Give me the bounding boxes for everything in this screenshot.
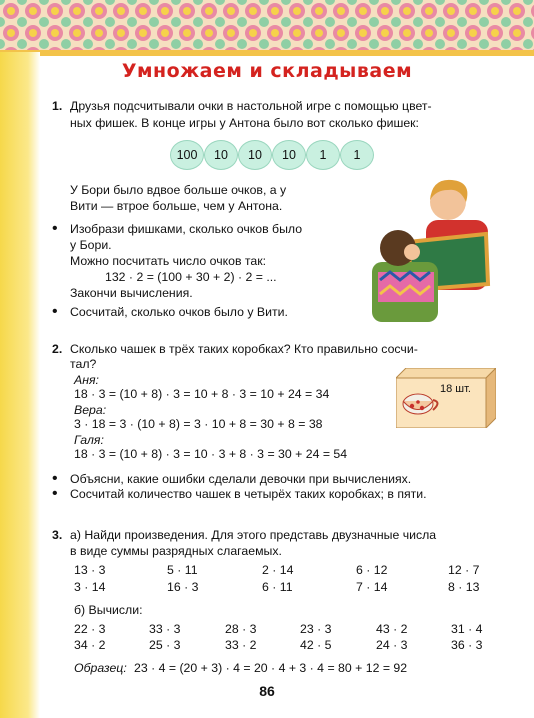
student-name: Вера:: [74, 403, 107, 417]
expr: 23 · 3: [300, 622, 332, 636]
task-text: у Бори.: [70, 238, 112, 252]
box-label: 18 шт.: [440, 383, 471, 395]
task-text: тал?: [70, 357, 97, 371]
equation: 3 · 18 = 3 · (10 + 8) = 3 · 10 + 8 = 30 + 8 = 38: [74, 417, 323, 431]
expr: 8 · 13: [448, 580, 480, 594]
expr: 6 · 12: [356, 563, 388, 577]
expr: 13 · 3: [74, 563, 106, 577]
example-equation: 23 · 4 = (20 + 3) · 4 = 20 · 4 + 3 · 4 = 80 + 12 = 92: [134, 661, 408, 675]
task-text: Друзья подсчитывали очки в настольной игре с помощью цвет-: [70, 99, 432, 113]
chip: 1: [340, 140, 374, 170]
expr: 7 · 14: [356, 580, 388, 594]
chip: 10: [238, 140, 272, 170]
equation: 132 · 2 = (100 + 30 + 2) · 2 = ...: [105, 270, 277, 284]
expr: 5 · 11: [167, 563, 198, 577]
page-title: Умножаем и складываем: [121, 60, 413, 82]
expr: 31 · 4: [451, 622, 483, 636]
expr: 22 · 3: [74, 622, 106, 636]
student-name: Галя:: [74, 433, 104, 447]
task-text: Сосчитай количество чашек в четырёх таких коробках; в пяти.: [70, 487, 427, 501]
task-text: Изобрази фишками, сколько очков было: [70, 222, 303, 236]
chip: 1: [306, 140, 340, 170]
equation: 18 · 3 = (10 + 8) · 3 = 10 + 8 · 3 = 10 + 24 = 34: [74, 387, 330, 401]
page-number: 86: [259, 683, 275, 699]
boys-illustration: [368, 172, 494, 322]
expr: 43 · 2: [376, 622, 408, 636]
expr: 2 · 14: [262, 563, 294, 577]
expr: 42 · 5: [300, 638, 332, 652]
yellow-side-band: [0, 52, 40, 718]
cup-box-illustration: [396, 368, 496, 428]
task-number: 2.: [52, 342, 63, 356]
example-label: Образец:: [74, 661, 127, 675]
expr: 16 · 3: [167, 580, 199, 594]
task-text: Сколько чашек в трёх таких коробках? Кто правильно сосчи-: [70, 342, 418, 356]
expr: 36 · 3: [451, 638, 483, 652]
task-text: Можно посчитать число очков так:: [70, 254, 267, 268]
task-number: 1.: [52, 99, 63, 113]
task-number: 3.: [52, 528, 63, 542]
bullet-icon: •: [52, 303, 58, 320]
chip: 100: [170, 140, 204, 170]
expr: 25 · 3: [149, 638, 181, 652]
equation: 18 · 3 = (10 + 8) · 3 = 10 · 3 + 8 · 3 = 30 + 24 = 54: [74, 447, 348, 461]
expr: 33 · 2: [225, 638, 257, 652]
expr: 24 · 3: [376, 638, 408, 652]
task-text: Вити — втрое больше, чем у Антона.: [70, 199, 283, 213]
bullet-icon: •: [52, 220, 58, 237]
expr: 33 · 3: [149, 622, 181, 636]
task-text: в виде суммы разрядных слагаемых.: [70, 544, 282, 558]
task-text: Объясни, какие ошибки сделали девочки при вычислениях.: [70, 472, 412, 486]
bullet-icon: •: [52, 485, 58, 502]
expr: 28 · 3: [225, 622, 257, 636]
task-text: У Бори было вдвое больше очков, а у: [70, 183, 287, 197]
task-text: Закончи вычисления.: [70, 286, 193, 300]
chip: 10: [272, 140, 306, 170]
task-text: б) Вычисли:: [74, 603, 143, 617]
task-text: а) Найди произведения. Для этого представь двузначные числа: [70, 528, 437, 542]
expr: 6 · 11: [262, 580, 293, 594]
expr: 3 · 14: [74, 580, 106, 594]
task-text: Сосчитай, сколько очков было у Вити.: [70, 305, 288, 319]
chip: 10: [204, 140, 238, 170]
expr: 34 · 2: [74, 638, 106, 652]
bullet-icon: •: [52, 470, 58, 487]
decorative-pattern-header: [0, 0, 534, 56]
expr: 12 · 7: [448, 563, 480, 577]
task-text: ных фишек. В конце игры у Антона было вот сколько фишек:: [70, 116, 419, 130]
student-name: Аня:: [74, 373, 99, 387]
